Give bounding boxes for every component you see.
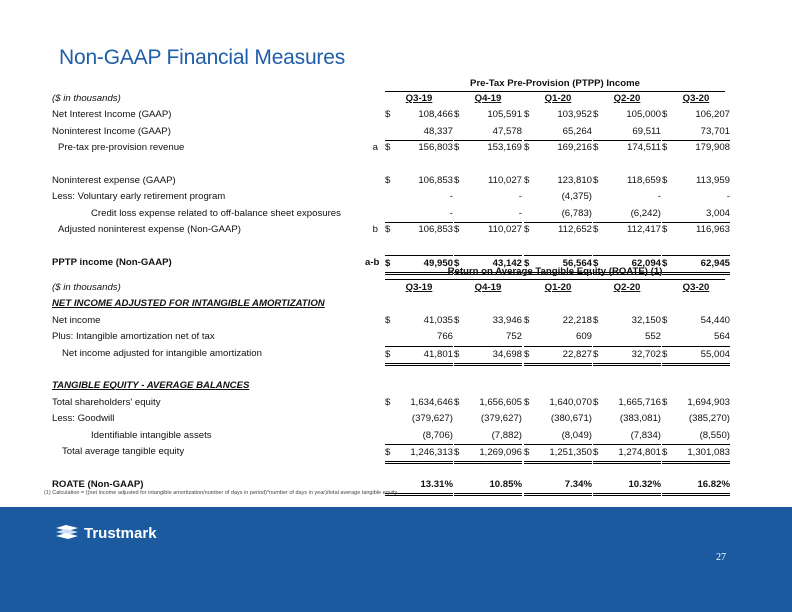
table-cell xyxy=(454,313,522,329)
table-cell xyxy=(454,411,522,427)
dollar-sign: $ xyxy=(385,257,391,269)
table-cell xyxy=(524,173,592,189)
table-cell xyxy=(593,189,661,205)
row-marker: a-b xyxy=(365,256,380,268)
table-cell xyxy=(524,395,592,411)
table-cell xyxy=(454,189,522,205)
dollar-sign: $ xyxy=(524,314,530,326)
table-cell xyxy=(593,313,661,329)
dollar-sign: $ xyxy=(593,224,599,236)
table-cell xyxy=(524,222,592,238)
row-label: Identifiable intangible assets xyxy=(91,429,212,441)
cell-value: (6,783) xyxy=(561,207,592,219)
table-cell xyxy=(524,428,592,444)
table-cell xyxy=(662,206,730,223)
cell-value: (6,242) xyxy=(630,207,661,219)
cell-value: (379,627) xyxy=(480,413,522,425)
page-title: Non-GAAP Financial Measures xyxy=(59,46,346,69)
cell-value: 56,564 xyxy=(562,257,592,269)
cell-value: 13.31% xyxy=(420,478,453,490)
cell-value: 49,950 xyxy=(423,257,453,269)
cell-value: 169,216 xyxy=(557,142,592,154)
table-row xyxy=(52,140,742,156)
cell-value: 118,659 xyxy=(627,174,661,186)
cell-value: 1,634,646 xyxy=(410,396,453,408)
cell-value: (383,081) xyxy=(619,413,661,425)
dollar-sign: $ xyxy=(593,109,599,121)
table-cell xyxy=(593,477,661,496)
dollar-sign: $ xyxy=(662,142,668,154)
cell-value: 43,142 xyxy=(492,257,522,269)
table-cell xyxy=(385,313,453,329)
ptpp-section-header: Pre-Tax Pre-Provision (PTPP) Income xyxy=(385,78,725,92)
cell-value: 7.34% xyxy=(564,478,592,490)
cell-value: 10.85% xyxy=(489,478,522,490)
table-cell xyxy=(662,189,730,205)
cell-value: 113,959 xyxy=(696,174,730,186)
cell-value: 110,027 xyxy=(488,224,522,236)
trustmark-logo xyxy=(54,524,157,542)
dollar-sign: $ xyxy=(662,224,668,236)
table-cell xyxy=(385,411,453,427)
cell-value: 609 xyxy=(575,331,592,343)
cell-value: 103,952 xyxy=(557,109,592,121)
table-row xyxy=(52,411,742,427)
cell-value: 1,251,350 xyxy=(549,446,592,458)
table-cell xyxy=(662,329,730,345)
dollar-sign: $ xyxy=(385,446,391,458)
cell-value: 105,591 xyxy=(487,109,522,121)
row-label: Net income adjusted for intangible amortization xyxy=(62,347,262,359)
row-label: Plus: Intangible amortization net of tax xyxy=(52,331,215,343)
net-income-heading: NET INCOME ADJUSTED FOR INTANGIBLE AMORTIZATION xyxy=(52,298,325,310)
cell-value: - xyxy=(518,207,522,219)
dollar-sign: $ xyxy=(454,396,460,408)
cell-value: (4,375) xyxy=(561,191,592,203)
row-label: Credit loss expense related to off-balance sheet exposures xyxy=(91,207,341,219)
table-cell xyxy=(662,107,730,123)
table-cell xyxy=(385,222,453,238)
dollar-sign: $ xyxy=(593,142,599,154)
dollar-sign: $ xyxy=(385,396,391,408)
cell-value: 108,466 xyxy=(418,109,453,121)
table-row xyxy=(52,107,742,123)
cell-value: 1,665,716 xyxy=(618,396,661,408)
row-label: Net income xyxy=(52,314,101,326)
dollar-sign: $ xyxy=(385,142,391,154)
cell-value: 179,908 xyxy=(695,142,730,154)
table-cell xyxy=(454,477,522,496)
dollar-sign: $ xyxy=(593,348,599,360)
row-label: ROATE (Non-GAAP) xyxy=(52,478,144,490)
table-cell xyxy=(524,124,592,141)
cell-value: 48,337 xyxy=(423,125,453,137)
dollar-sign: $ xyxy=(524,396,530,408)
table-row xyxy=(52,124,742,140)
col-header: Q3-20 xyxy=(682,93,710,104)
table-cell xyxy=(385,173,453,189)
table-row xyxy=(52,346,742,362)
row-label: Noninterest Income (GAAP) xyxy=(52,125,171,137)
table-cell xyxy=(385,124,453,141)
dollar-sign: $ xyxy=(385,174,391,186)
equity-heading: TANGIBLE EQUITY - AVERAGE BALANCES xyxy=(52,380,250,392)
dollar-sign: $ xyxy=(524,142,530,154)
col-header: Q1-20 xyxy=(544,282,572,293)
dollar-sign: $ xyxy=(454,314,460,326)
col-header: Q3-19 xyxy=(405,93,433,104)
dollar-sign: $ xyxy=(662,348,668,360)
cell-value: (7,882) xyxy=(491,429,522,441)
table-cell xyxy=(662,477,730,496)
ptpp-table xyxy=(52,91,742,271)
cell-value: 22,827 xyxy=(562,348,592,360)
spacer-row xyxy=(52,239,742,255)
row-label: PPTP income (Non-GAAP) xyxy=(52,256,172,268)
cell-value: (8,550) xyxy=(699,429,730,441)
row-label: Pre-tax pre-provision revenue xyxy=(58,142,185,154)
table-cell xyxy=(385,395,453,411)
table-cell xyxy=(454,107,522,123)
dollar-sign: $ xyxy=(662,174,668,186)
cell-value: (385,270) xyxy=(688,413,730,425)
cell-value: 112,417 xyxy=(627,224,661,236)
cell-value: 41,801 xyxy=(423,348,453,360)
cell-value: 112,652 xyxy=(558,224,592,236)
row-marker: a xyxy=(372,142,378,154)
dollar-sign: $ xyxy=(454,109,460,121)
cell-value: 10.32% xyxy=(628,478,661,490)
table-cell xyxy=(385,107,453,123)
cell-value: 62,945 xyxy=(700,257,730,269)
table-cell xyxy=(524,411,592,427)
cell-value: 1,656,605 xyxy=(479,396,522,408)
cell-value: 1,694,903 xyxy=(687,396,730,408)
table-cell xyxy=(593,173,661,189)
table-cell xyxy=(385,189,453,205)
col-header: Q3-19 xyxy=(405,282,433,293)
table-cell xyxy=(454,206,522,223)
table-cell xyxy=(385,329,453,345)
dollar-sign: $ xyxy=(662,257,668,269)
units-label: ($ in thousands) xyxy=(52,282,121,293)
table-cell xyxy=(385,206,453,223)
cell-value: (379,627) xyxy=(411,413,453,425)
table-cell xyxy=(454,222,522,238)
footer-band xyxy=(0,507,792,612)
table-cell xyxy=(593,222,661,238)
cell-value: - xyxy=(449,191,453,203)
cell-value: 3,004 xyxy=(705,207,730,219)
cell-value: 1,640,070 xyxy=(549,396,592,408)
table-row xyxy=(52,222,742,238)
table-cell xyxy=(593,107,661,123)
col-header: Q4-19 xyxy=(474,282,502,293)
table-cell xyxy=(662,411,730,427)
cell-value: 564 xyxy=(713,331,730,343)
table-row xyxy=(52,428,742,444)
brand-name: Trustmark xyxy=(84,524,157,542)
cell-value: (8,049) xyxy=(561,429,592,441)
dollar-sign: $ xyxy=(524,446,530,458)
cell-value: - xyxy=(657,191,661,203)
cell-value: 110,027 xyxy=(488,174,522,186)
table-cell xyxy=(454,428,522,444)
table-cell xyxy=(385,428,453,444)
table-row xyxy=(52,189,742,205)
dollar-sign: $ xyxy=(662,446,668,458)
row-label: Total average tangible equity xyxy=(62,445,185,457)
cell-value: 123,810 xyxy=(557,174,592,186)
cell-value: 16.82% xyxy=(697,478,730,490)
table-cell xyxy=(662,313,730,329)
cell-value: 54,440 xyxy=(700,314,730,326)
cell-value: - xyxy=(518,191,522,203)
cell-value: 116,963 xyxy=(696,224,730,236)
footnote: (1) Calculation = ((net income adjusted for intangible amortization/number of days in period)*number of days in year)/total average tangible equity. xyxy=(44,490,399,496)
table-cell xyxy=(454,124,522,141)
cell-value: 73,701 xyxy=(700,125,730,137)
table-cell xyxy=(524,189,592,205)
table-row xyxy=(52,206,742,222)
dollar-sign: $ xyxy=(593,174,599,186)
dollar-sign: $ xyxy=(593,446,599,458)
table-cell xyxy=(454,173,522,189)
cell-value: 552 xyxy=(644,331,661,343)
dollar-sign: $ xyxy=(385,224,391,236)
cell-value: 22,218 xyxy=(562,314,592,326)
cell-value: 34,698 xyxy=(492,348,522,360)
table-cell xyxy=(662,395,730,411)
dollar-sign: $ xyxy=(454,446,460,458)
table-cell xyxy=(593,411,661,427)
table-row xyxy=(52,313,742,329)
table-cell xyxy=(593,206,661,223)
table-cell xyxy=(524,329,592,345)
dollar-sign: $ xyxy=(593,314,599,326)
cell-value: 47,578 xyxy=(492,125,522,137)
col-header: Q2-20 xyxy=(613,282,641,293)
table-cell xyxy=(524,313,592,329)
cell-value: 106,853 xyxy=(418,224,453,236)
cell-value: 41,035 xyxy=(423,314,453,326)
cell-value: 55,004 xyxy=(700,348,730,360)
cell-value: 32,702 xyxy=(631,348,661,360)
row-label: Net Interest Income (GAAP) xyxy=(52,109,172,121)
cell-value: 62,094 xyxy=(631,257,661,269)
cell-value: (8,706) xyxy=(422,429,453,441)
table-row xyxy=(52,395,742,411)
cell-value: 1,274,801 xyxy=(618,446,661,458)
table-cell xyxy=(662,124,730,141)
cell-value: (380,671) xyxy=(550,413,592,425)
col-header: Q4-19 xyxy=(474,93,502,104)
dollar-sign: $ xyxy=(662,396,668,408)
cell-value: 153,169 xyxy=(487,142,522,154)
cell-value: 65,264 xyxy=(562,125,592,137)
row-label: Total shareholders' equity xyxy=(52,396,161,408)
table-cell xyxy=(662,173,730,189)
table-cell xyxy=(524,477,592,496)
cell-value: 69,511 xyxy=(632,125,661,137)
table-cell xyxy=(593,428,661,444)
row-label: Adjusted noninterest expense (Non-GAAP) xyxy=(58,224,241,236)
spacer-row xyxy=(52,362,742,378)
table-cell xyxy=(454,395,522,411)
table-cell xyxy=(524,206,592,223)
dollar-sign: $ xyxy=(454,142,460,154)
spacer-row xyxy=(52,460,742,476)
cell-value: 1,301,083 xyxy=(687,446,730,458)
cell-value: 766 xyxy=(436,331,453,343)
roate-table xyxy=(52,280,742,493)
cell-value: 1,246,313 xyxy=(410,446,453,458)
dollar-sign: $ xyxy=(593,396,599,408)
table-cell xyxy=(662,428,730,444)
units-label: ($ in thousands) xyxy=(52,93,121,104)
spacer-row xyxy=(52,157,742,173)
table-row xyxy=(52,444,742,460)
cell-value: 156,803 xyxy=(418,142,453,154)
dollar-sign: $ xyxy=(524,174,530,186)
table-cell xyxy=(593,124,661,141)
table-cell xyxy=(593,329,661,345)
cell-value: 106,207 xyxy=(695,109,730,121)
dollar-sign: $ xyxy=(524,348,530,360)
table-cell xyxy=(524,107,592,123)
trustmark-logo-icon xyxy=(54,524,80,542)
table-row xyxy=(52,329,742,345)
table-cell xyxy=(593,140,661,156)
table-row xyxy=(52,173,742,189)
cell-value: - xyxy=(726,191,730,203)
dollar-sign: $ xyxy=(524,224,530,236)
dollar-sign: $ xyxy=(385,314,391,326)
table-cell xyxy=(662,140,730,156)
cell-value: 1,269,096 xyxy=(479,446,522,458)
dollar-sign: $ xyxy=(524,109,530,121)
dollar-sign: $ xyxy=(454,224,460,236)
cell-value: 105,000 xyxy=(626,109,661,121)
table-cell xyxy=(454,329,522,345)
col-header: Q1-20 xyxy=(544,93,572,104)
cell-value: 174,511 xyxy=(627,142,661,154)
cell-value: 32,150 xyxy=(631,314,661,326)
page-number: 27 xyxy=(716,552,726,563)
table-cell xyxy=(662,222,730,238)
row-label: Less: Voluntary early retirement program xyxy=(52,191,226,203)
dollar-sign: $ xyxy=(454,174,460,186)
dollar-sign: $ xyxy=(454,348,460,360)
dollar-sign: $ xyxy=(524,257,530,269)
table-cell xyxy=(385,140,453,156)
dollar-sign: $ xyxy=(385,109,391,121)
col-header: Q3-20 xyxy=(682,282,710,293)
dollar-sign: $ xyxy=(454,257,460,269)
row-label: Less: Goodwill xyxy=(52,413,115,425)
row-label: Noninterest expense (GAAP) xyxy=(52,174,176,186)
row-marker: b xyxy=(372,224,378,236)
table-cell xyxy=(524,140,592,156)
cell-value: - xyxy=(449,207,453,219)
roate-section-header: Return on Average Tangible Equity (ROATE) (1) xyxy=(385,266,725,280)
cell-value: 106,853 xyxy=(418,174,453,186)
dollar-sign: $ xyxy=(662,109,668,121)
table-cell xyxy=(454,140,522,156)
dollar-sign: $ xyxy=(385,348,391,360)
cell-value: 752 xyxy=(505,331,522,343)
cell-value: 33,946 xyxy=(492,314,522,326)
dollar-sign: $ xyxy=(662,314,668,326)
dollar-sign: $ xyxy=(593,257,599,269)
cell-value: (7,834) xyxy=(630,429,661,441)
table-cell xyxy=(593,395,661,411)
col-header: Q2-20 xyxy=(613,93,641,104)
